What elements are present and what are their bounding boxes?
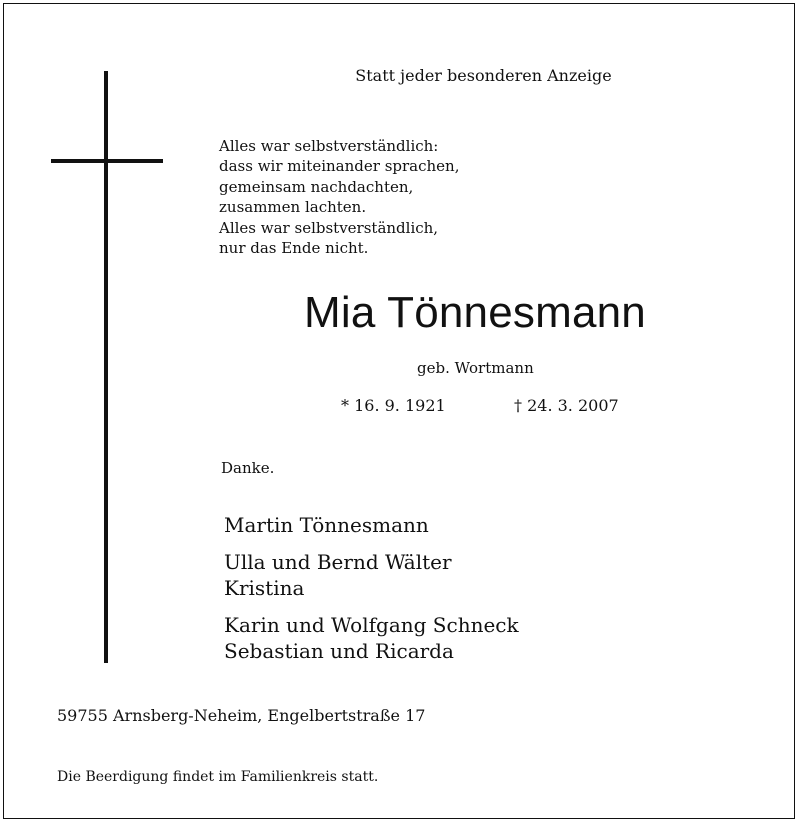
address: 59755 Arnsberg-Neheim, Engelbertstraße 17 [57, 706, 426, 725]
poem-line: gemeinsam nachdachten, [219, 177, 414, 196]
poem-line: dass wir miteinander sprachen, [219, 157, 460, 176]
obituary-notice [3, 3, 795, 819]
poem [219, 136, 459, 258]
death-date: † 24. 3. 2007 [514, 396, 619, 415]
poem-line: Alles war selbstverständlich, [219, 218, 439, 237]
deceased-name: Mia Tönnesmann [304, 288, 646, 337]
notice-header: Statt jeder besonderen Anzeige [355, 66, 612, 85]
family-member: Martin Tönnesmann [224, 513, 429, 537]
birth-date: * 16. 9. 1921 [341, 396, 446, 415]
family-group [224, 612, 519, 664]
cross-icon-horizontal [51, 159, 163, 163]
family-group [224, 549, 452, 601]
family-member: Sebastian und Ricarda [224, 639, 454, 663]
family-member: Karin und Wolfgang Schneck [224, 613, 519, 637]
thanks-text: Danke. [221, 459, 275, 477]
family-group [224, 512, 429, 538]
funeral-note: Die Beerdigung findet im Familienkreis statt. [57, 769, 379, 785]
poem-line: nur das Ende nicht. [219, 239, 369, 258]
maiden-name: geb. Wortmann [417, 359, 534, 377]
poem-line: Alles war selbstverständlich: [219, 137, 439, 155]
poem-line: zusammen lachten. [219, 198, 367, 217]
family-member: Ulla und Bernd Wälter [224, 550, 452, 574]
family-member: Kristina [224, 576, 305, 600]
